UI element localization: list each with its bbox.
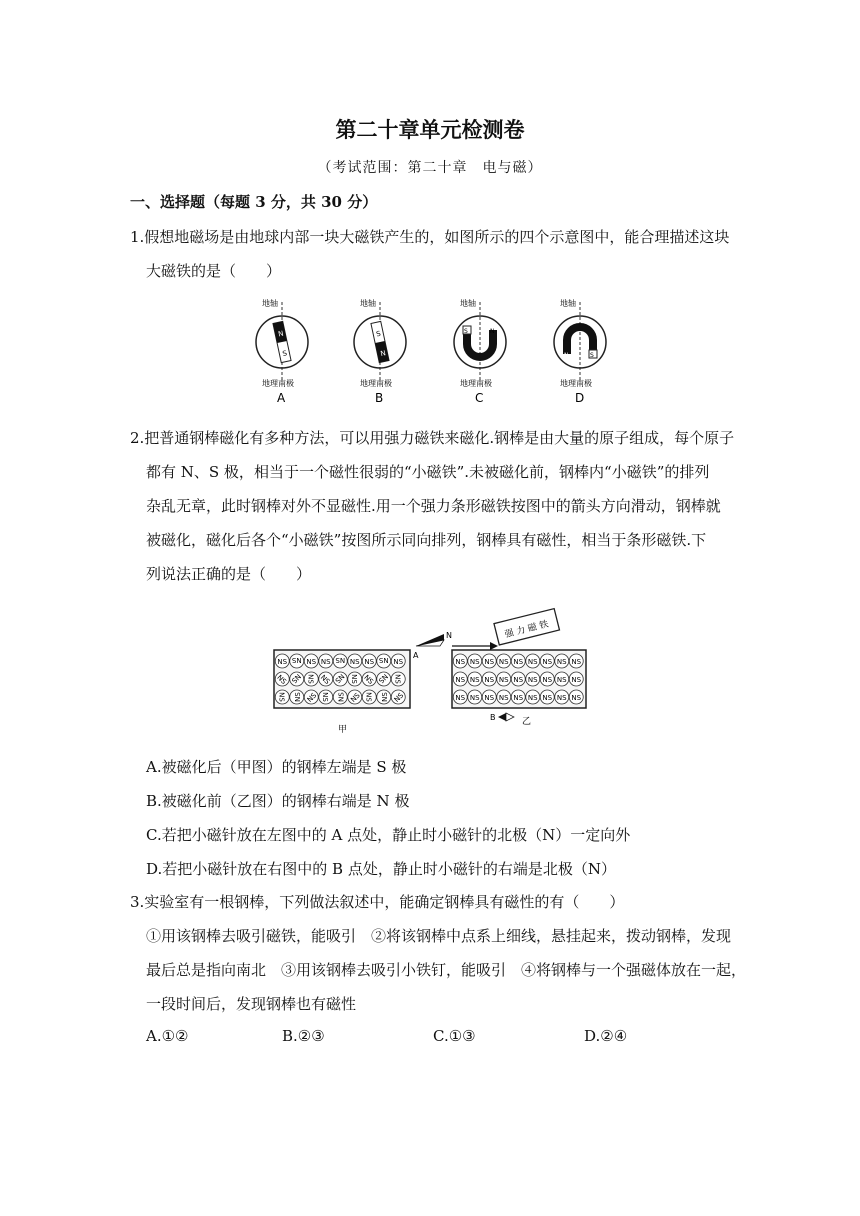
- option-a: A.被磁化后（甲图）的钢棒左端是 S 极: [146, 758, 407, 776]
- choice-d: D.②④: [584, 1027, 628, 1045]
- choice-a: A.①②: [146, 1027, 189, 1045]
- small-magnet-label: NS: [469, 658, 480, 666]
- svg-text:地轴: 地轴: [360, 299, 376, 308]
- question-3-text: 3.实验室有一根钢棒，下列做法叙述中，能确定钢棒具有磁性的有（ ）: [130, 893, 625, 911]
- small-magnet-label: NS: [498, 658, 509, 666]
- svg-text:地理南极: 地理南极: [460, 379, 492, 388]
- exam-scope: （考试范围：第二十章 电与磁）: [317, 160, 543, 176]
- option-d: D.若把小磁针放在右图中的 B 点处，静止时小磁针的右端是北极（N）: [146, 860, 616, 878]
- small-magnet-label: NS: [571, 694, 582, 702]
- svg-text:地理南极: 地理南极: [560, 379, 592, 388]
- small-magnet-label: NS: [393, 674, 402, 684]
- point-a-label: A: [413, 651, 419, 660]
- small-magnet-label: NS: [556, 658, 567, 666]
- small-magnet-label: NS: [527, 676, 538, 684]
- svg-text:B: B: [375, 391, 384, 405]
- small-magnet-label: NS: [498, 676, 509, 684]
- svg-text:N: N: [564, 352, 569, 359]
- small-magnet-label: NS: [380, 692, 389, 702]
- small-magnet-label: NS: [364, 692, 373, 702]
- small-magnet-label: NS: [320, 692, 329, 702]
- small-magnet-label: NS: [556, 676, 567, 684]
- small-magnet-label: NS: [542, 694, 553, 702]
- point-b-label: B: [490, 713, 496, 722]
- figure-option-a: [256, 298, 308, 405]
- small-magnet-label: NS: [376, 672, 390, 685]
- earth-magnet-figure: [250, 294, 610, 406]
- option-c: C.若把小磁针放在左图中的 A 点处，静止时小磁针的北极（N）一定向外: [146, 826, 631, 844]
- svg-text:N: N: [379, 349, 387, 359]
- page-title: 第二十章单元检测卷: [335, 118, 525, 142]
- small-magnet-label: NS: [291, 656, 302, 664]
- small-magnet-label: NS: [455, 694, 466, 702]
- small-magnet-label: NS: [469, 676, 480, 684]
- small-magnet-label: NS: [362, 673, 375, 686]
- question-2-text: 列说法正确的是（ ）: [146, 565, 312, 583]
- small-magnet-label: NS: [571, 658, 582, 666]
- svg-text:地理南极: 地理南极: [360, 379, 392, 388]
- small-magnet-label: NS: [305, 691, 319, 704]
- small-magnet-label: NS: [349, 658, 360, 666]
- strong-magnet: [494, 609, 559, 645]
- question-2-text: 2.把普通钢棒磁化有多种方法，可以用强力磁铁来磁化.钢棒是由大量的原子组成，每个原子: [130, 429, 735, 447]
- small-magnet-label: NS: [277, 658, 288, 666]
- small-magnet-label: NS: [337, 692, 346, 702]
- small-magnet-label: NS: [333, 672, 346, 685]
- magnetization-figure: [268, 604, 598, 740]
- question-1-text: 大磁铁的是（ ）: [146, 262, 282, 280]
- small-magnet-label: NS: [556, 694, 567, 702]
- svg-text:N: N: [490, 328, 495, 335]
- small-magnet-label: NS: [392, 691, 406, 704]
- axis-label: 地轴: [262, 299, 278, 308]
- small-magnet-label: NS: [513, 694, 524, 702]
- figure-option-b: [354, 298, 406, 405]
- svg-text:C: C: [475, 391, 484, 405]
- small-magnet-label: NS: [318, 673, 332, 686]
- small-magnet-label: NS: [293, 692, 302, 702]
- caption-yi: 乙: [522, 717, 532, 727]
- small-magnet-label: NS: [498, 694, 509, 702]
- small-magnet-label: NS: [364, 658, 375, 666]
- figure-option-d: [554, 298, 606, 405]
- svg-text:地轴: 地轴: [560, 299, 576, 308]
- svg-text:S: S: [281, 349, 288, 359]
- question-2-text: 杂乱无章，此时钢棒对外不显磁性.用一个强力条形磁铁按图中的箭头方向滑动，钢棒就: [146, 497, 721, 515]
- option-letter: A: [277, 391, 286, 405]
- small-magnet-label: NS: [393, 658, 404, 666]
- small-magnet-label: NS: [306, 674, 315, 684]
- small-magnet-label: NS: [484, 658, 495, 666]
- svg-text:地轴: 地轴: [460, 299, 476, 308]
- question-1-text: 1.假想地磁场是由地球内部一块大磁铁产生的，如图所示的四个示意图中，能合理描述这块: [130, 228, 730, 246]
- caption-jia: 甲: [338, 725, 348, 735]
- question-2-text: 被磁化，磁化后各个“小磁铁”按图所示同向排列，钢棒具有磁性，相当于条形磁铁.下: [146, 531, 707, 549]
- question-2-text: 都有 N、S 极，相当于一个磁性很弱的“小磁铁”.未被磁化前，钢棒内“小磁铁”的排列: [146, 463, 710, 481]
- small-magnet-label: NS: [335, 656, 346, 664]
- figure-option-c: [454, 298, 506, 405]
- small-magnet-label: NS: [513, 658, 524, 666]
- option-b: B.被磁化前（乙图）的钢棒右端是 N 极: [146, 792, 410, 810]
- small-magnet-label: NS: [306, 658, 317, 666]
- small-magnet-label: NS: [289, 672, 303, 685]
- small-magnet-label: NS: [378, 656, 389, 664]
- svg-text:S: S: [590, 352, 594, 359]
- question-3-text: 最后总是指向南北 ③用该钢棒去吸引小铁钉，能吸引 ④将钢棒与一个强磁体放在一起，: [146, 961, 747, 979]
- svg-text:S: S: [375, 329, 382, 339]
- small-magnet-label: NS: [542, 676, 553, 684]
- small-magnet-label: NS: [527, 658, 538, 666]
- svg-text:S: S: [464, 328, 468, 335]
- small-magnet-label: NS: [275, 673, 288, 686]
- small-magnet-label: NS: [484, 694, 495, 702]
- svg-text:强 力 磁 铁: 强 力 磁 铁: [503, 619, 550, 641]
- small-magnet-label: NS: [349, 674, 358, 684]
- question-3-text: ①用该钢棒去吸引磁铁，能吸引 ②将该钢棒中点系上细线，悬挂起来，拨动钢棒，发现: [146, 927, 732, 945]
- small-magnet-label: NS: [484, 676, 495, 684]
- section-heading: 一、选择题（每题 3 分，共 30 分）: [130, 193, 378, 211]
- svg-text:N: N: [277, 329, 285, 339]
- svg-text:D: D: [575, 391, 585, 405]
- small-magnet-label: NS: [277, 692, 286, 702]
- small-magnet-label: NS: [469, 694, 480, 702]
- compass-needle-b: [498, 713, 506, 721]
- small-magnet-label: NS: [455, 676, 466, 684]
- pole-label: 地理南极: [262, 379, 294, 388]
- small-magnet-label: NS: [455, 658, 466, 666]
- question-3-text: 一段时间后，发现钢棒也有磁性: [146, 995, 357, 1013]
- small-magnet-label: NS: [349, 691, 362, 704]
- small-magnet-label: NS: [542, 658, 553, 666]
- small-magnet-label: NS: [527, 694, 538, 702]
- small-magnet-label: NS: [571, 676, 582, 684]
- small-magnet-label: NS: [513, 676, 524, 684]
- needle-n-label: N: [446, 631, 452, 640]
- choice-c: C.①③: [433, 1027, 476, 1045]
- choice-b: B.②③: [282, 1027, 325, 1045]
- small-magnet-label: NS: [320, 658, 331, 666]
